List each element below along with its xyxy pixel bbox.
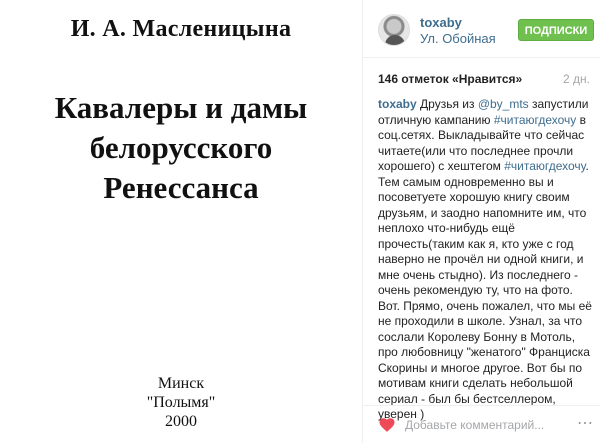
more-options-icon[interactable]: ⋯ — [577, 415, 593, 432]
avatar[interactable] — [378, 14, 410, 46]
likes-count[interactable]: 146 отметок «Нравится» — [378, 72, 523, 86]
caption-username[interactable]: toxaby — [378, 97, 417, 111]
post-caption — [378, 97, 596, 423]
book-title-line: Кавалеры и дамы — [54, 90, 308, 125]
post-sidebar — [362, 0, 600, 443]
book-title — [0, 88, 362, 208]
post-footer — [363, 405, 600, 443]
caption-text: запустили отличную кампанию — [378, 97, 589, 127]
book-title-line: белорусского — [89, 130, 273, 165]
comment-input[interactable] — [405, 415, 565, 435]
book-author: И. А. Масленицына — [70, 16, 292, 42]
post-header — [363, 0, 600, 58]
location-link[interactable]: Ул. Обойная — [420, 31, 496, 46]
book-imprint — [0, 374, 362, 431]
book-title-line: Ренессанса — [103, 170, 259, 205]
heart-icon[interactable] — [378, 416, 396, 434]
caption-text: . Тем самым одновременно вы и посоветуете хорошую книгу своим друзьям, и заодно напомните им, что неплохо что-нибудь ещё прочесть(таким как я, кто уже с год наверно не прочёл ни одной книги, и мне очень стыдно). Из последнего - очень рекомендую ту, что на фото. Вот. Прямо, очень пожалел, что мы её не проходили в школе. Узнал, за что сослали Королеву Бонну в Мотоль, про любовницу "женатого" Франциска Скорины и многое другое. Вот бы по мотивам книги сделать небольшой сериал - был бы бестселлером, уверен ) — [378, 159, 592, 421]
caption-hashtag[interactable]: #читаюгдехочу — [504, 159, 586, 173]
imprint-year: 2000 — [165, 413, 197, 430]
caption-text: Друзья из — [416, 97, 478, 111]
imprint-publisher: "Полымя" — [146, 394, 216, 411]
caption-hashtag[interactable]: #читаюгдехочу — [493, 112, 577, 127]
caption-mention[interactable]: @by_mts — [477, 97, 529, 111]
imprint-city: Минск — [157, 375, 205, 392]
username-link[interactable]: toxaby — [420, 15, 462, 30]
post-time[interactable]: 2 дн. — [563, 72, 590, 86]
follow-button[interactable]: ПОДПИСКИ — [518, 19, 594, 41]
caption-text: в соц.сетях. Выкладывайте что сейчас читаете(или что последнее прочли хорошего) с хештегом — [378, 112, 587, 173]
